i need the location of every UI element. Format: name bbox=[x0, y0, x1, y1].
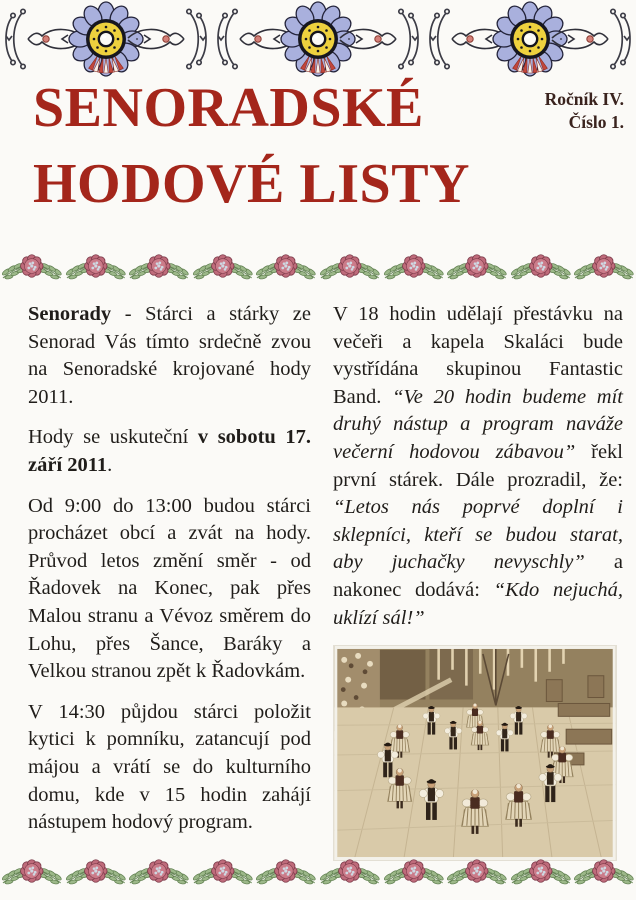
rose-garland-icon bbox=[509, 851, 573, 895]
rose-garland-icon bbox=[318, 246, 382, 290]
newsletter-title-line1: SENORADSKÉ bbox=[33, 77, 424, 139]
issue-label: Číslo 1. bbox=[568, 112, 624, 132]
rose-garland-icon bbox=[445, 851, 509, 895]
text-segment: V 18 hodin udělají přestávku na večeři a kapela Skaláci bude vystřídána skupinou Fantastic Band. bbox=[333, 303, 623, 408]
rose-garland-icon bbox=[382, 851, 446, 895]
text-segment: a nakonec dodává: bbox=[333, 551, 623, 601]
text-segment: V 14:30 půjdou stárci položit kytici k pomníku, zatancují pod májou a vrátí se do kulturního domu, kde v 15 hodin zahájí nástupem hodový program. bbox=[28, 700, 311, 834]
folk-flower-ornament-icon bbox=[212, 1, 424, 77]
paragraph bbox=[333, 301, 623, 632]
text-segment: “Kdo nejuchá, uklízí sál!” bbox=[333, 578, 623, 629]
paragraph bbox=[28, 493, 311, 686]
folk-flower-ornament-icon bbox=[0, 1, 212, 77]
text-segment: “Ve 20 hodin budeme mít druhý nástup a program naváže večerní hodovou zábavou” bbox=[333, 385, 623, 463]
rose-garland-icon bbox=[191, 246, 255, 290]
rose-garland-icon bbox=[0, 851, 64, 895]
rose-garland-icon bbox=[127, 851, 191, 895]
rose-garland-icon bbox=[318, 851, 382, 895]
right-column bbox=[333, 301, 623, 861]
top-ornament-border bbox=[0, 1, 636, 77]
rose-garland-divider bbox=[0, 246, 636, 292]
rose-garland-icon bbox=[64, 851, 128, 895]
rose-garland-divider-bottom bbox=[0, 851, 636, 897]
folk-dance-photo-image bbox=[333, 645, 617, 861]
rose-garland-icon bbox=[191, 851, 255, 895]
masthead bbox=[33, 70, 470, 222]
rose-garland-icon bbox=[0, 246, 64, 290]
text-segment: Hody se uskuteční bbox=[28, 426, 198, 449]
text-segment: “Letos nás poprvé doplní i sklepníci, kteří se budou starat, aby juchačky nevyschly” bbox=[333, 496, 623, 574]
issue-info bbox=[545, 88, 624, 134]
paragraph bbox=[28, 301, 311, 411]
text-segment: řekl první stárek. Dále prozradil, že: bbox=[333, 440, 623, 491]
left-column-text bbox=[28, 301, 311, 837]
rose-garland-icon bbox=[127, 246, 191, 290]
folk-flower-ornament-icon bbox=[424, 1, 636, 77]
volume-label: Ročník IV. bbox=[544, 89, 624, 109]
rose-garland-icon bbox=[572, 246, 636, 290]
text-segment: - Stárci a stárky ze Senorad Vás tímto srdečně zvou na Senoradské krojované hody 2011. bbox=[28, 303, 311, 408]
rose-garland-icon bbox=[64, 246, 128, 290]
text-segment: Od 9:00 do 13:00 budou stárci procházet obcí a zvát na hody. Průvod letos změní směr - od Řadovek na Konec, pak přes Malou stranu a Vévoz směrem do Lohu, přes Šance, Baráky a Velkou stranou zpět k Řadovkám. bbox=[28, 494, 311, 683]
left-column bbox=[28, 301, 311, 850]
newsletter-title-line2: HODOVÉ LISTY bbox=[33, 153, 470, 215]
rose-garland-icon bbox=[509, 246, 573, 290]
rose-garland-icon bbox=[445, 246, 509, 290]
rose-garland-icon bbox=[254, 246, 318, 290]
text-segment: v sobotu 17. září 2011 bbox=[28, 426, 311, 476]
rose-garland-icon bbox=[254, 851, 318, 895]
text-segment: . bbox=[107, 453, 113, 476]
rose-garland-icon bbox=[382, 246, 446, 290]
folk-dance-photo bbox=[333, 645, 617, 861]
text-segment: Senorady bbox=[28, 303, 112, 325]
rose-garland-icon bbox=[572, 851, 636, 895]
paragraph bbox=[28, 699, 311, 837]
paragraph bbox=[28, 424, 311, 479]
right-column-text bbox=[333, 301, 623, 632]
